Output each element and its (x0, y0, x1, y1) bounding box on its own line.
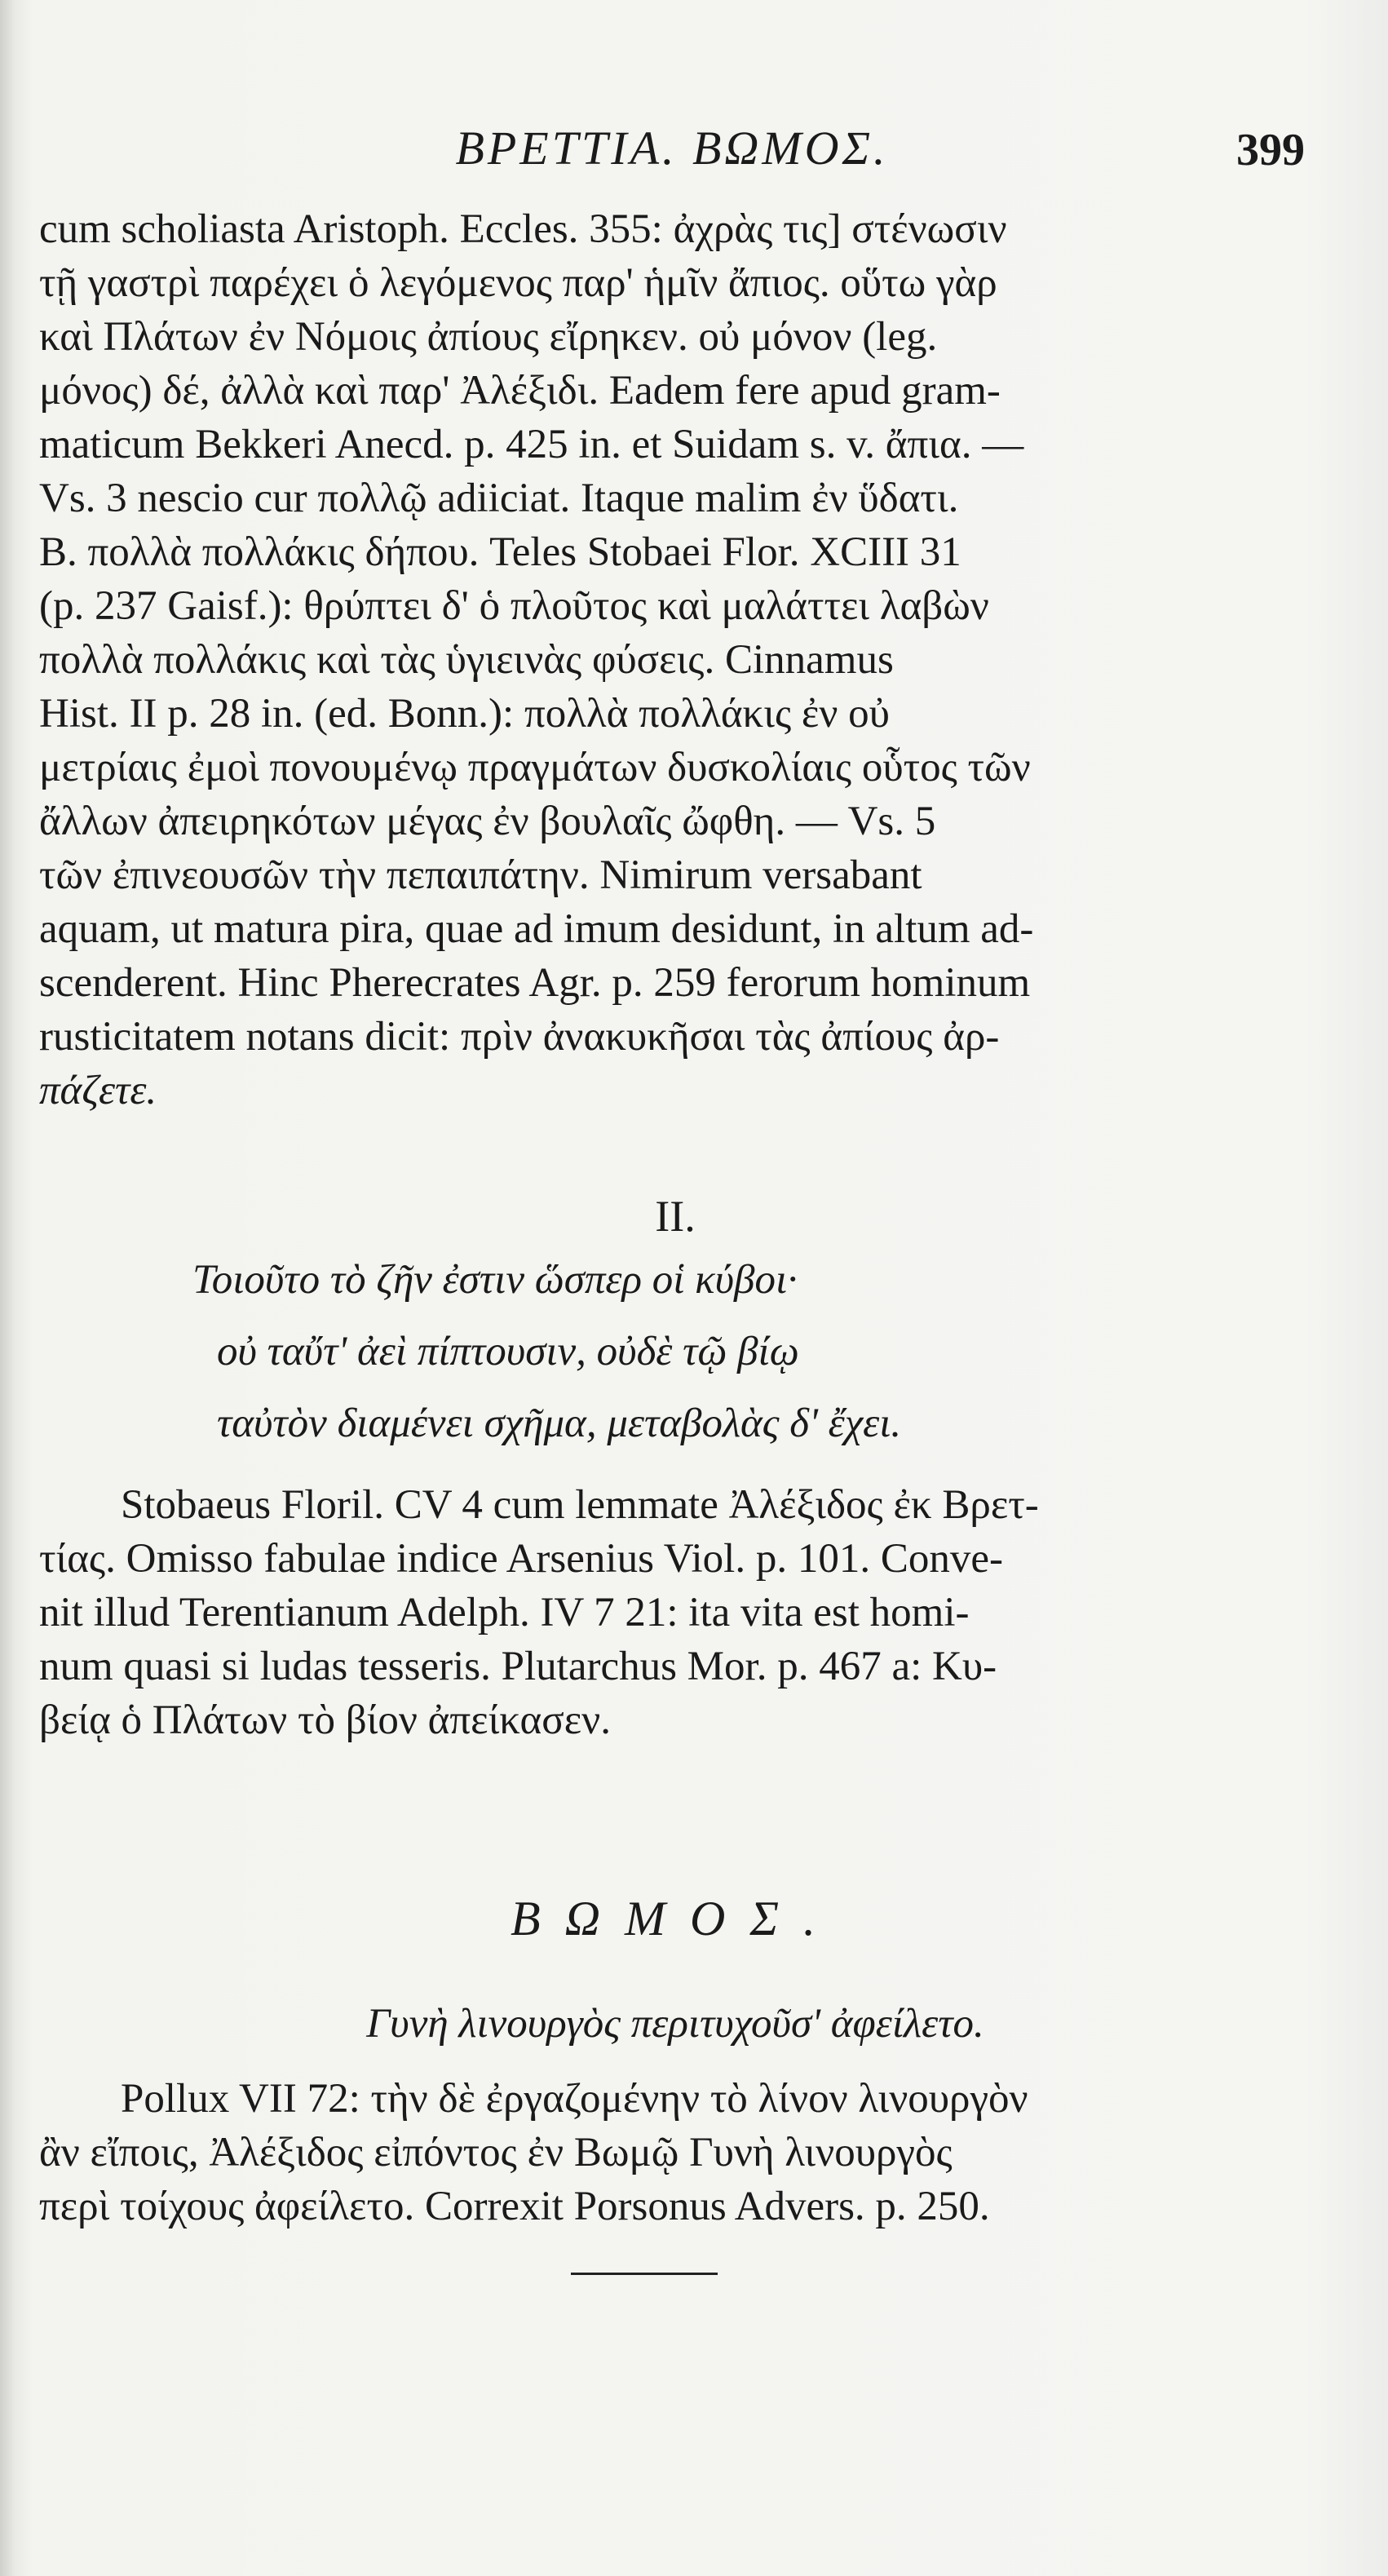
text-line: πάζετε. (39, 1068, 157, 1113)
text-line: περὶ τοίχους ἀφείλετο. Correxit Porsonus Advers. p. 250. (39, 2184, 990, 2229)
text-line: Vs. 3 nescio cur πολλῷ adiiciat. Itaque malim ἐν ὕδατι. (39, 476, 959, 521)
text-line: Stobaeus Floril. CV 4 cum lemmate Ἀλέξιδος ἐκ Βρετ- (121, 1482, 1039, 1528)
text-line: τῶν ἐπινεουσῶν τὴν πεπαιπάτην. Nimirum versabant (39, 852, 922, 898)
fragment-number: II. (655, 1192, 696, 1241)
text-line: B. πολλὰ πολλάκις δήπου. Teles Stobaei Flor. XCIII 31 (39, 529, 961, 575)
text-line: βείᾳ ὁ Πλάτων τὸ βίον ἀπείκασεν. (39, 1697, 611, 1743)
commentary-paragraph-3 (39, 2072, 1311, 2233)
text-line: ἂν εἴποις, Ἀλέξιδος εἰπόντος ἐν Βωμῷ Γυνὴ λινουργὸς (39, 2130, 953, 2175)
section-divider (571, 2273, 718, 2275)
text-line: nit illud Terentianum Adelph. IV 7 21: ita vita est homi- (39, 1590, 970, 1635)
verse-line-1: Τοιοῦτο τὸ ζῆν ἐστιν ὥσπερ οἱ κύβοι· (192, 1257, 798, 1303)
text-line: καὶ Πλάτων ἐν Νόμοις ἀπίους εἴρηκεν. οὐ μόνον (leg. (39, 314, 938, 360)
text-line: cum scholiasta Aristoph. Eccles. 355: ἀχρὰς τις] στένωσιν (39, 206, 1007, 252)
verse-line-2: οὐ ταὔτ' ἀεὶ πίπτουσιν, οὐδὲ τῷ βίῳ (217, 1329, 799, 1374)
text-line: aquam, ut matura pira, quae ad imum desidunt, in altum ad- (39, 906, 1034, 952)
text-line: τίας. Omisso fabulae indice Arsenius Viol. p. 101. Conve- (39, 1536, 1003, 1582)
page-header (39, 121, 1305, 186)
page-number: 399 (1236, 125, 1305, 175)
running-title: ΒΡΕΤΤΙΑ. ΒΩΜΟΣ. (455, 122, 889, 175)
text-line: Pollux VII 72: τὴν δὲ ἐργαζομένην τὸ λίνον λινουργὸν (121, 2076, 1028, 2122)
section-subtitle: Γυνὴ λινουργὸς περιτυχοῦσ' ἀφείλετο. (366, 2001, 984, 2047)
text-line: (p. 237 Gaisf.): θρύπτει δ' ὁ πλοῦτος καὶ μαλάττει λαβὼν (39, 583, 989, 629)
text-line: Hist. II p. 28 in. (ed. Bonn.): πολλὰ πολλάκις ἐν οὐ (39, 691, 890, 737)
text-line: πολλὰ πολλάκις καὶ τὰς ὑγιεινὰς φύσεις. Cinnamus (39, 637, 894, 683)
text-line: τῇ γαστρὶ παρέχει ὁ λεγόμενος παρ' ἡμῖν ἄπιος. οὕτω γὰρ (39, 260, 997, 306)
text-line: μόνος) δέ, ἀλλὰ καὶ παρ' Ἀλέξιδι. Eadem fere apud gram- (39, 368, 1001, 414)
text-line: maticum Bekkeri Anecd. p. 425 in. et Suidam s. v. ἄπια. — (39, 422, 1024, 467)
text-line: rusticitatem notans dicit: πρὶν ἀνακυκῆσαι τὰς ἀπίους ἀρ- (39, 1014, 1000, 1060)
text-line: μετρίαις ἐμοὶ πονουμένῳ πραγμάτων δυσκολίαις οὗτος τῶν (39, 745, 1031, 790)
text-line: scenderent. Hinc Pherecrates Agr. p. 259 ferorum hominum (39, 960, 1031, 1006)
text-line: num quasi si ludas tesseris. Plutarchus Mor. p. 467 a: Κυ- (39, 1644, 997, 1689)
commentary-paragraph-2 (39, 1478, 1311, 1747)
verse-line-3: ταὐτὸν διαμένει σχῆμα, μεταβολὰς δ' ἔχει. (217, 1401, 902, 1446)
text-line: ἄλλων ἀπειρηκότων μέγας ἐν βουλαῖς ὤφθη. — Vs. 5 (39, 799, 936, 844)
commentary-paragraph-1 (39, 202, 1311, 1118)
section-title: ΒΩΜΟΣ. (510, 1892, 840, 1945)
